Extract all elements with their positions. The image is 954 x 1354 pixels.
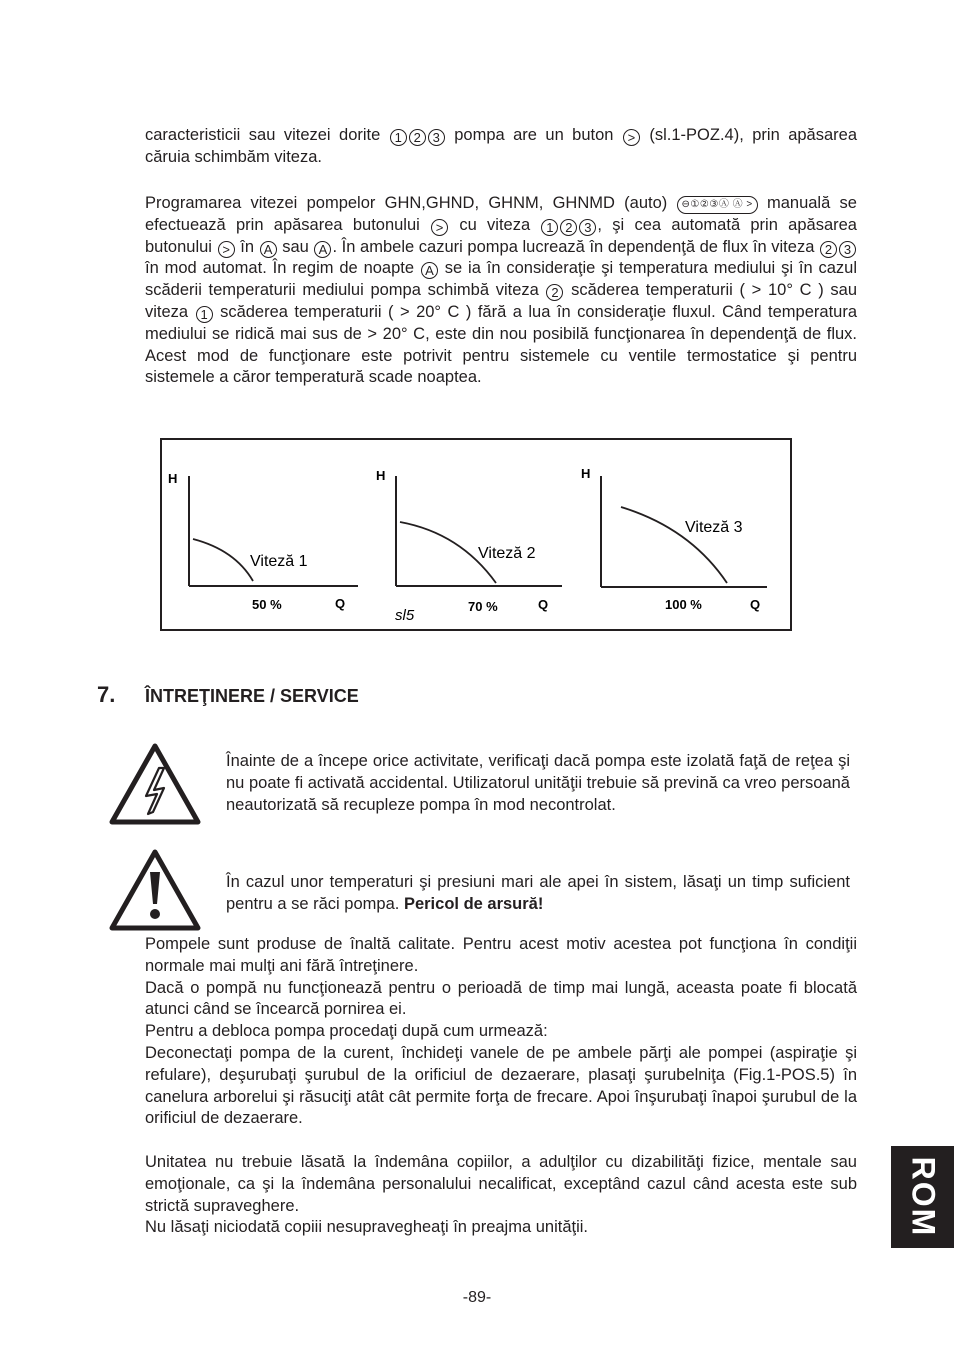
burn-danger-label: Pericol de arsură! xyxy=(403,894,544,913)
speed-2-icon: 2 xyxy=(560,219,577,236)
body-paragraph: Deconectaţi pompa de la curent, închideţi vanele de pe ambele părţi ale pompei (aspiraţie şi refulare), deşurubaţi şurubul de la orificiul de dezaerare, plasaţi şurubelniţa (Fig.1-POS.5) în canelura arborelui şi răsuciţi atât cât permite forţa de frecare. Apoi înşurubaţi înapoi şurubul de la orificiul de dezaerare. xyxy=(145,1043,857,1128)
text: , şi cea automată prin apăsarea butonului xyxy=(145,215,857,256)
language-tab xyxy=(891,1146,954,1248)
auto-icon: A xyxy=(260,241,277,258)
section-title: ÎNTREŢINERE / SERVICE xyxy=(145,686,359,706)
speed-label: Viteză 2 xyxy=(478,545,536,562)
percent-label: 50 % xyxy=(252,597,282,612)
text: caracteristicii sau vitezei dorite xyxy=(145,126,381,144)
x-axis-label: Q xyxy=(538,597,549,612)
speed-label: Viteză 1 xyxy=(250,553,308,570)
speed-1-icon: 1 xyxy=(390,129,407,146)
hot-warning-text xyxy=(226,872,850,916)
speed-curve xyxy=(193,539,253,581)
safety-text xyxy=(145,1152,857,1239)
speed-3-icon: 3 xyxy=(428,129,445,146)
speed-2-icon: 2 xyxy=(546,284,563,301)
speed-label: Viteză 3 xyxy=(685,519,743,536)
language-tab-label: ROM xyxy=(905,1156,941,1238)
night-auto-icon: A xyxy=(421,262,438,279)
speed-panel-1 xyxy=(168,471,358,612)
button-icon: > xyxy=(218,241,235,258)
night-auto-icon: A xyxy=(314,241,331,258)
text: în xyxy=(240,237,254,256)
x-axis-label: Q xyxy=(335,596,346,611)
intro-paragraph-1 xyxy=(145,125,857,169)
text: manuală se efectuează prin apăsarea butonului xyxy=(145,194,857,234)
text: scăderea temperaturii ( > 10° C ) sau viteza xyxy=(145,281,857,321)
speed-1-icon: 1 xyxy=(196,306,213,323)
body-paragraph: Pompele sunt produse de înaltă calitate. Pentru acest motiv acestea pot funcţiona în condiţii normale mai mulţi ani fără întreţinere. xyxy=(145,935,857,975)
speed-3-icon: 3 xyxy=(839,241,856,258)
x-axis-label: Q xyxy=(750,597,761,612)
speed-panel-3 xyxy=(581,466,767,612)
speed-1-icon: 1 xyxy=(541,219,558,236)
figure-caption: sl5 xyxy=(395,607,415,624)
body-paragraph: Dacă o pompă nu funcţionează pentru o perioadă de timp mai lungă, aceasta poate fi blocată atunci când se încearcă pornirea ei. xyxy=(145,978,857,1019)
text: Programarea vitezei pompelor GHN,GHND, GHNM, GHNMD (auto) xyxy=(145,194,668,212)
y-axis-label: H xyxy=(581,466,591,481)
text: scăderea temperaturii ( > 20° C ) fără a lua în consideraţie fluxul. Când temperatura mediului se ridică mai sus de > 20° C, este din nou posibilă funcţionarea în dependenţă de flux. Acest mod de funcţionare este potrivit pentru sistemele cu ventile termostatice şi pentru sistemele a căror temperatură scade noaptea. xyxy=(145,302,857,387)
maintenance-text xyxy=(145,934,857,1130)
text: În cazul unor temperaturi şi presiuni mari ale apei în sistem, lăsaţi un timp suficient pentru a se răci pompa. xyxy=(226,873,850,913)
page-number: -89- xyxy=(462,1289,492,1306)
body-paragraph: Pentru a debloca pompa procedaţi după cum urmează: xyxy=(145,1022,548,1041)
speed-curves-figure xyxy=(160,438,792,631)
text: (sl.1-POZ.4), prin apăsarea căruia schimbăm viteza. xyxy=(145,126,858,166)
speed-2-icon: 2 xyxy=(409,129,426,146)
y-axis-label: H xyxy=(376,468,386,483)
text: se ia în consideraţie şi temperatura mediului şi în cazul scăderii temperaturii mediului pompa schimbă viteza xyxy=(145,259,857,300)
text: sau xyxy=(282,237,309,256)
exclamation-warning-icon xyxy=(108,848,202,932)
button-icon: > xyxy=(623,129,640,146)
section-heading xyxy=(97,682,359,708)
text: . În ambele cazuri pompa lucrează în dependenţă de flux în viteza xyxy=(332,237,815,256)
intro-paragraph-2 xyxy=(145,193,857,389)
electric-hazard-icon xyxy=(108,742,202,826)
speed-3-icon: 3 xyxy=(579,219,596,236)
body-paragraph: Unitatea nu trebuie lăsată la îndemâna copiilor, a adulţilor cu dizabilităţi fizice, mentale sau emoţionale, ca şi la îndemâna personalului necalificat, exceptând cazul când acesta este sub strictă supraveghere. xyxy=(145,1153,857,1215)
text: în mod automat. În regim de noapte xyxy=(145,259,415,278)
percent-label: 100 % xyxy=(665,597,702,612)
electric-warning-text: Înainte de a începe orice activitate, verificaţi dacă pompa este izolată faţă de reţea şi nu poate fi activată accidental. Utilizatorul unităţii trebuie să prevină ca vreo persoană neautorizată să recupleze pompa în mod necontrolat. xyxy=(226,752,850,814)
speed-2-icon: 2 xyxy=(820,241,837,258)
button-icon: > xyxy=(431,219,448,236)
percent-label: 70 % xyxy=(468,599,498,614)
text: pompa are un buton xyxy=(454,126,614,144)
text: cu viteza xyxy=(459,215,531,234)
section-number: 7. xyxy=(97,682,116,707)
y-axis-label: H xyxy=(168,471,178,486)
body-paragraph: Nu lăsaţi niciodată copiii nesupravegheaţi în preajma unităţii. xyxy=(145,1218,589,1237)
control-panel-icon: ⊖①②③Ⓐ Ⓐ > xyxy=(677,196,758,214)
speed-panel-2 xyxy=(376,468,562,624)
